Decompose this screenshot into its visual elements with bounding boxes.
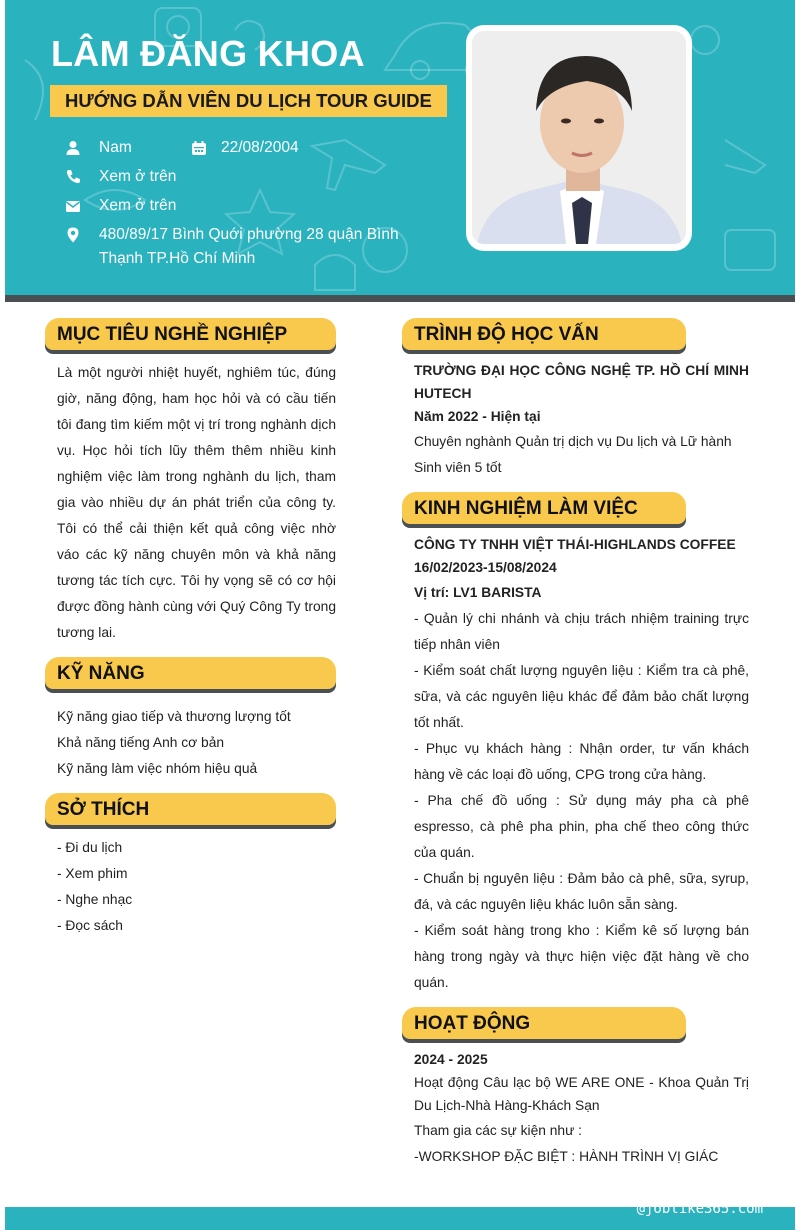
header-bottom-band bbox=[5, 295, 795, 302]
user-icon bbox=[65, 140, 81, 156]
job-title-badge: HƯỚNG DẪN VIÊN DU LỊCH TOUR GUIDE bbox=[50, 85, 447, 117]
address-row bbox=[65, 223, 445, 271]
calendar-icon bbox=[191, 140, 207, 156]
education-period: Năm 2022 - Hiện tại bbox=[414, 409, 541, 424]
profile-photo bbox=[472, 31, 686, 244]
experience-position: Vị trí: LV1 BARISTA bbox=[414, 585, 542, 600]
phone-value: Xem ở trên bbox=[99, 168, 177, 185]
objective-title: MỤC TIÊU NGHỀ NGHIỆP bbox=[45, 318, 336, 350]
activities-title: HOẠT ĐỘNG bbox=[402, 1007, 686, 1039]
email-row bbox=[65, 194, 265, 218]
hobby-item: - Xem phim bbox=[57, 866, 128, 881]
experience-period: 16/02/2023-15/08/2024 bbox=[414, 560, 557, 575]
activities-event: -WORKSHOP ĐẶC BIỆT : HÀNH TRÌNH VỊ GIÁC bbox=[414, 1149, 719, 1164]
hobby-item: - Đọc sách bbox=[57, 918, 123, 933]
watermark-text: @joblike365.com bbox=[636, 1201, 763, 1217]
education-title: TRÌNH ĐỘ HỌC VẤN bbox=[402, 318, 686, 350]
skills-title: KỸ NĂNG bbox=[45, 657, 336, 689]
gender-value: Nam bbox=[99, 139, 132, 156]
duty-item: - Kiểm soát chất lượng nguyên liệu : Kiểm tra cà phê, sữa, và các nguyên liệu khác để đảm bảo chất lượng tốt nhất. bbox=[414, 663, 749, 730]
school-name-line-2: HUTECH bbox=[414, 386, 472, 401]
education-award: Sinh viên 5 tốt bbox=[414, 460, 502, 475]
phone-icon bbox=[65, 169, 81, 185]
candidate-name: LÂM ĐĂNG KHOA bbox=[51, 33, 365, 74]
hobbies-title: SỞ THÍCH bbox=[45, 793, 336, 825]
email-icon bbox=[65, 198, 81, 214]
location-icon bbox=[65, 227, 81, 243]
objective-text: Là một người nhiệt huyết, nghiêm túc, đúng giờ, năng động, ham học hỏi và có cầu tiến tôi đang tìm kiếm một vị trí trong nghành dịch vụ. Học hỏi tích lũy thêm thêm nhiều kinh nghiệm việc làm trong nghành du lịch, tham gia vào nhiều dự án phát triển của công ty. Tôi có thể cải thiện kết quả công việc nhờ váo các kỹ năng chuyên môn và khả năng tương tác tích cực. Tôi hy vọng sẽ có cơ hội được đồng hành cùng với Quý Công Ty trong tương lai. bbox=[57, 365, 336, 640]
company-name: CÔNG TY TNHH VIỆT THÁI-HIGHLANDS COFFEE bbox=[414, 537, 736, 552]
education-major: Chuyên nghành Quản trị dịch vụ Du lịch và Lữ hành bbox=[414, 434, 732, 449]
phone-row bbox=[65, 165, 265, 189]
school-name: TRƯỜNG ĐẠI HỌC CÔNG NGHỆ TP. HỒ CHÍ MINH bbox=[414, 363, 749, 378]
activities-period: 2024 - 2025 bbox=[414, 1052, 488, 1067]
hobby-item: - Đi du lịch bbox=[57, 840, 123, 855]
experience-title: KINH NGHIỆM LÀM VIỆC bbox=[402, 492, 686, 524]
birthday-row bbox=[191, 136, 331, 160]
address-line-2: Thạnh TP.Hồ Chí Minh bbox=[99, 250, 256, 267]
activities-intro: Tham gia các sự kiện như : bbox=[414, 1123, 583, 1138]
birthday-value: 22/08/2004 bbox=[221, 139, 299, 156]
activities-club: Hoạt động Câu lạc bộ WE ARE ONE - Khoa Quản Trị Du Lịch-Nhà Hàng-Khách Sạn bbox=[414, 1075, 749, 1113]
skill-item: Kỹ năng giao tiếp và thương lượng tốt bbox=[57, 709, 291, 724]
address-line-1: 480/89/17 Bình Quới phường 28 quận Bình bbox=[99, 226, 399, 243]
email-value: Xem ở trên bbox=[99, 197, 177, 214]
duty-item: - Kiểm soát hàng trong kho : Kiểm kê số lượng bán hàng trong ngày và thực hiện việc đặt hàng về cho quán. bbox=[414, 923, 749, 990]
skill-item: Khả năng tiếng Anh cơ bản bbox=[57, 735, 225, 750]
skill-item: Kỹ năng làm việc nhóm hiệu quả bbox=[57, 761, 258, 776]
gender-row bbox=[65, 136, 185, 160]
duty-item: - Quản lý chi nhánh và chịu trách nhiệm training trực tiếp nhân viên bbox=[414, 611, 749, 652]
duty-item: - Chuẩn bị nguyên liệu : Đảm bảo cà phê, sữa, syrup, đá, và các nguyên liệu khác luôn sẵn sàng. bbox=[414, 871, 749, 912]
duty-item: - Pha chế đồ uống : Sử dụng máy pha cà phê espresso, cà phê pha phin, pha chế theo công thức của quán. bbox=[414, 793, 749, 860]
duty-item: - Phục vụ khách hàng : Nhận order, tư vấn khách hàng về các loại đồ uống, CPG trong cửa hàng. bbox=[414, 741, 749, 782]
hobby-item: - Nghe nhạc bbox=[57, 892, 133, 907]
